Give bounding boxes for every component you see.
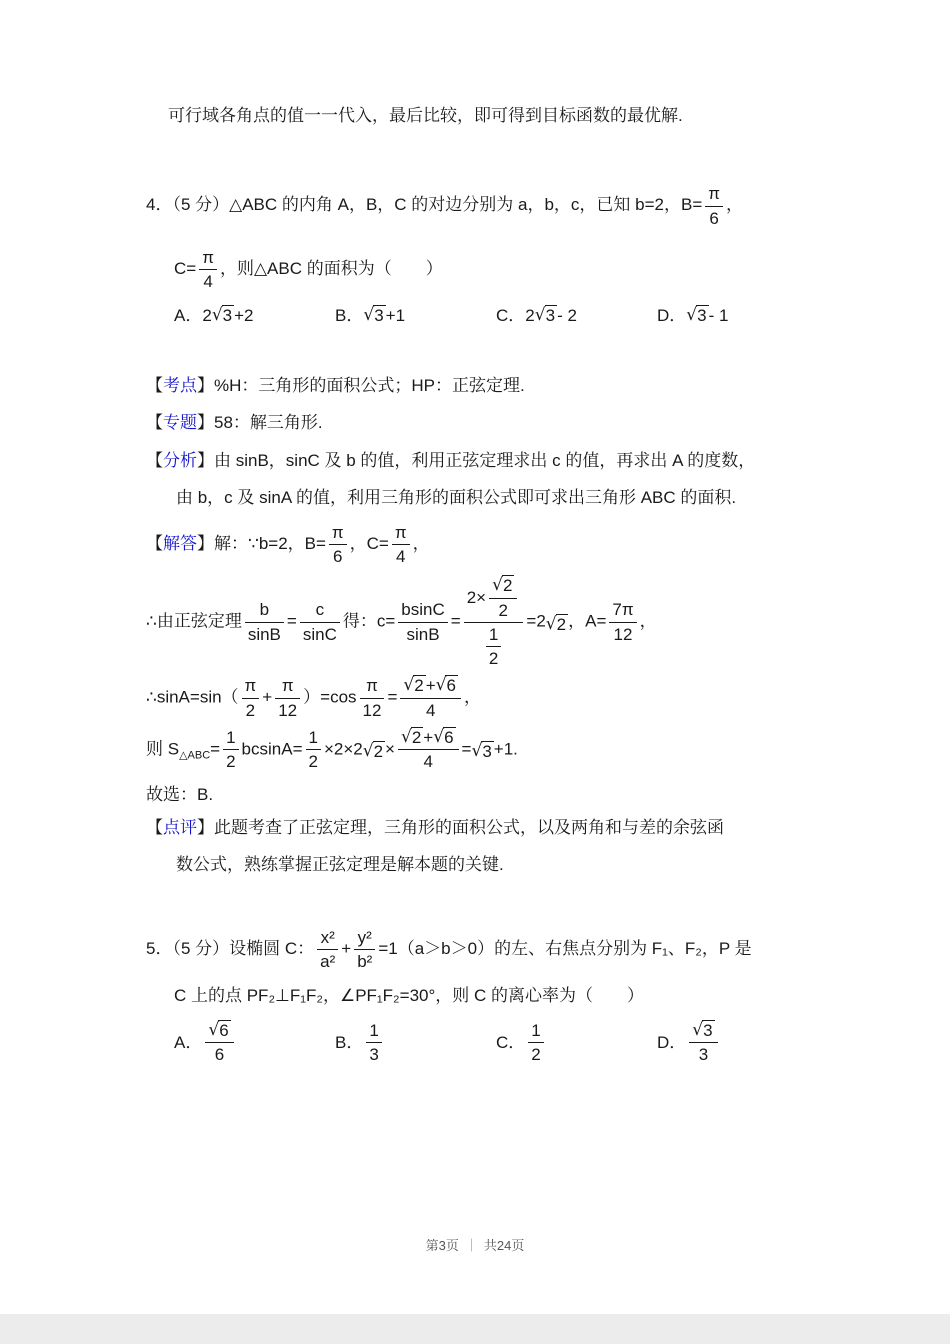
fraction xyxy=(199,247,217,293)
bracket-close: 】 xyxy=(197,450,214,470)
q5-stem-text: =1（a＞b＞0）的左、右焦点分别为 F₁、F₂，P 是 xyxy=(378,939,752,959)
fraction-denominator: 6 xyxy=(214,1045,225,1065)
bracket-open: 【 xyxy=(146,375,163,395)
option-label: A． xyxy=(174,306,203,326)
jieda-label: 解答 xyxy=(163,533,197,553)
fraction xyxy=(360,675,385,721)
math-text: ，A= xyxy=(568,611,607,631)
fraction-denominator: 4 xyxy=(423,752,433,772)
fraction-numerator xyxy=(398,727,459,750)
math-text: × xyxy=(385,739,395,759)
area-line xyxy=(146,727,854,773)
sqrt xyxy=(403,675,425,696)
fraction xyxy=(223,727,238,773)
fraction-denominator: 4 xyxy=(425,700,436,720)
fraction-numerator: 1 xyxy=(306,727,321,750)
fraction-denominator: 2 xyxy=(531,1045,541,1065)
sqrt xyxy=(436,675,458,696)
bracket-close: 】 xyxy=(197,817,214,837)
option-text: 2 xyxy=(525,306,535,326)
radicand: 2 xyxy=(556,614,567,634)
fraction-numerator xyxy=(689,1020,717,1043)
sine-rule-line xyxy=(146,575,854,669)
fraction-numerator: 1 xyxy=(366,1020,381,1043)
radicand: 3 xyxy=(374,306,384,326)
option-a xyxy=(174,1020,335,1066)
math-text: + xyxy=(423,727,434,747)
q5-stem-text: + xyxy=(341,939,352,959)
radical-icon: √ xyxy=(208,1019,220,1040)
option-text: 2 xyxy=(202,306,212,326)
fraction xyxy=(705,183,723,229)
bracket-close: 】 xyxy=(197,413,214,433)
math-text: 得：c= xyxy=(342,611,396,631)
math-text: + xyxy=(262,687,273,707)
q5-stem-line-1 xyxy=(146,927,854,973)
fraction-numerator xyxy=(205,1020,233,1043)
fraction-denominator: 6 xyxy=(709,208,719,228)
option-b xyxy=(335,1020,496,1066)
jieda-text: ， xyxy=(412,533,430,553)
option-label: B． xyxy=(335,1032,364,1052)
intro-paragraph xyxy=(146,100,854,131)
math-text: 2× xyxy=(466,588,487,608)
fraction-numerator: 1 xyxy=(486,624,501,647)
fraction xyxy=(689,1020,717,1066)
bracket-open: 【 xyxy=(146,450,163,470)
sqrt xyxy=(401,727,423,748)
fraction-numerator: π xyxy=(392,522,410,545)
fraction xyxy=(354,927,375,973)
dianping-text: 此题考查了正弦定理，三角形的面积公式，以及两角和与差的余弦函 xyxy=(214,817,724,837)
fraction-denominator: 12 xyxy=(278,700,298,720)
q4-stem-text: 4．（5 分）△ABC 的内角 A，B，C 的对边分别为 a，b，c，已知 b=2，B= xyxy=(146,195,703,215)
option-c xyxy=(496,300,657,331)
math-text: =2 xyxy=(526,611,546,631)
fraction-numerator: π xyxy=(199,247,217,270)
question-5 xyxy=(146,927,854,1066)
subscript: △ABC xyxy=(179,749,211,762)
sqrt xyxy=(535,305,557,326)
radicand: 6 xyxy=(444,727,454,747)
question-4 xyxy=(146,183,854,880)
nested-fraction xyxy=(489,575,517,621)
sqrt xyxy=(686,305,708,326)
radical-icon: √ xyxy=(686,305,698,326)
math-text: ）=cos xyxy=(303,687,357,707)
dianping-line-2 xyxy=(146,849,854,880)
fraction-numerator: 1 xyxy=(528,1020,543,1043)
fraction xyxy=(306,727,321,773)
answer-line xyxy=(146,779,854,810)
fraction-numerator: b xyxy=(245,599,284,622)
q5-options xyxy=(146,1020,854,1066)
radical-icon: √ xyxy=(435,675,447,696)
radicand: 3 xyxy=(703,1020,713,1040)
radical-icon: √ xyxy=(692,1019,704,1040)
fraction-numerator: π xyxy=(329,522,347,545)
option-label: D． xyxy=(657,1032,687,1052)
bracket-close: 】 xyxy=(197,375,214,395)
radical-icon: √ xyxy=(403,675,415,696)
fraction xyxy=(205,1020,233,1066)
option-text: +2 xyxy=(234,306,254,326)
option-label: C． xyxy=(496,1032,526,1052)
fraction-numerator: π xyxy=(360,675,385,698)
fraction xyxy=(300,599,340,645)
math-text: bcsinA= xyxy=(241,739,303,759)
bracket-open: 【 xyxy=(146,817,163,837)
fraction-numerator: y² xyxy=(354,927,375,950)
option-label: B． xyxy=(335,306,364,326)
option-text: - 2 xyxy=(557,306,577,326)
fraction-numerator: bsinC xyxy=(398,599,447,622)
radicand: 2 xyxy=(373,742,384,762)
math-text: + xyxy=(425,676,436,696)
kaodian-line xyxy=(146,370,854,401)
radical-icon: √ xyxy=(471,741,483,762)
fraction xyxy=(392,522,410,568)
footer-separator: ｜ xyxy=(464,1238,478,1253)
kaodian-label: 考点 xyxy=(163,375,197,395)
math-text: = xyxy=(387,687,398,707)
fraction-numerator: x² xyxy=(317,927,338,950)
fraction-denominator: 2 xyxy=(226,752,236,772)
sqrt xyxy=(433,727,455,748)
fraction xyxy=(329,522,347,568)
dianping-label: 点评 xyxy=(163,817,197,837)
radicand: 3 xyxy=(482,742,492,762)
q4-options xyxy=(146,300,854,331)
q4-stem-text: C= xyxy=(174,259,197,279)
sqrt xyxy=(208,1020,230,1041)
radical-icon: √ xyxy=(362,741,374,762)
fraction-denominator: sinB xyxy=(406,624,440,644)
q5-stem-text: C 上的点 PF₂⊥F₁F₂，∠PF₁F₂=30°，则 C 的离心率为（ ） xyxy=(174,986,644,1006)
footer-page-number: 第3页 xyxy=(425,1238,459,1253)
option-text: - 1 xyxy=(708,306,729,326)
q5-stem-line-2 xyxy=(146,980,854,1011)
viewer-bottom-strip xyxy=(0,1314,950,1344)
fraction xyxy=(400,675,461,721)
option-text: +1 xyxy=(385,306,406,326)
fraction xyxy=(609,599,636,645)
nested-fraction xyxy=(486,624,501,670)
sinA-line xyxy=(146,675,854,721)
math-text: ， xyxy=(463,687,481,707)
math-text: = xyxy=(286,611,297,631)
fraction-numerator xyxy=(489,575,517,598)
radical-icon: √ xyxy=(211,305,223,326)
zhuanti-label: 专题 xyxy=(163,413,197,433)
option-d xyxy=(657,300,728,331)
option-label: D． xyxy=(657,306,687,326)
fraction xyxy=(528,1020,543,1066)
zhuanti-line xyxy=(146,407,854,438)
option-a xyxy=(174,300,335,331)
math-text: ∴sinA=sin（ xyxy=(146,687,239,707)
radical-icon: √ xyxy=(492,575,503,596)
fraction-denominator xyxy=(464,623,524,670)
radicand: 3 xyxy=(697,306,707,326)
q4-stem-line-1 xyxy=(146,183,854,229)
math-text: = xyxy=(210,739,221,759)
bracket-open: 【 xyxy=(146,413,163,433)
sqrt xyxy=(546,614,568,635)
fraction-denominator: 2 xyxy=(488,649,499,669)
math-text: ∴由正弦定理 xyxy=(146,611,242,631)
fraction-denominator: 3 xyxy=(698,1045,709,1065)
fenxi-text: 由 b，c 及 sinA 的值，利用三角形的面积公式即可求出三角形 ABC 的面积. xyxy=(176,488,737,508)
q5-stem-text: 5．（5 分）设椭圆 C： xyxy=(146,939,315,959)
fraction-denominator: 4 xyxy=(396,546,406,566)
math-text: 则 S xyxy=(146,739,180,759)
fraction-denominator: 12 xyxy=(613,624,633,644)
math-text: = xyxy=(450,611,461,631)
fraction xyxy=(275,675,300,721)
fraction-denominator: 6 xyxy=(333,546,343,566)
sqrt xyxy=(471,741,493,762)
radical-icon: √ xyxy=(400,726,412,747)
fraction-denominator: 2 xyxy=(245,700,256,720)
fenxi-label: 分析 xyxy=(163,450,197,470)
option-b xyxy=(335,300,496,331)
radicand: 3 xyxy=(222,306,233,326)
fraction-numerator xyxy=(400,675,461,698)
fraction xyxy=(366,1020,381,1066)
fraction-denominator: b² xyxy=(357,952,373,972)
fraction-denominator: a² xyxy=(320,952,336,972)
q4-stem-line-2 xyxy=(146,247,854,293)
fraction-denominator: sinC xyxy=(302,624,337,644)
radicand: 3 xyxy=(545,306,556,326)
math-text: ×2×2 xyxy=(323,739,363,759)
fraction xyxy=(242,675,260,721)
jieda-line xyxy=(146,522,854,568)
math-text: ， xyxy=(639,611,657,631)
fraction xyxy=(398,599,447,645)
intro-text: 可行域各角点的值一一代入，最后比较，即可得到目标函数的最优解. xyxy=(168,106,683,125)
radicand: 2 xyxy=(411,727,422,747)
radical-icon: √ xyxy=(534,305,546,326)
radicand: 6 xyxy=(446,676,456,696)
fraction xyxy=(245,599,284,645)
fraction-denominator: sinB xyxy=(247,624,281,644)
jieda-text: ，C= xyxy=(349,533,389,553)
radicand: 2 xyxy=(414,676,424,696)
radicand: 6 xyxy=(219,1020,229,1040)
dianping-text: 数公式，熟练掌握正弦定理是解本题的关键. xyxy=(176,855,504,875)
fenxi-line-1 xyxy=(146,445,854,476)
fraction-denominator: 2 xyxy=(308,752,318,772)
q4-stem-text: ，则△ABC 的面积为（ ） xyxy=(219,259,443,279)
kaodian-text: %H：三角形的面积公式；HP：正弦定理. xyxy=(214,375,525,395)
jieda-text: 解：∵b=2，B= xyxy=(214,533,326,553)
radical-icon: √ xyxy=(363,305,375,326)
fenxi-text: 由 sinB，sinC 及 b 的值，利用正弦定理求出 c 的值，再求出 A 的度数， xyxy=(214,450,756,470)
big-fraction xyxy=(464,575,524,669)
answer-text: 故选：B. xyxy=(146,784,214,804)
sqrt xyxy=(363,741,385,762)
fraction-denominator: 2 xyxy=(498,600,508,620)
fraction-denominator: 4 xyxy=(203,272,213,292)
fraction-numerator xyxy=(464,575,524,623)
fraction-numerator: π xyxy=(275,675,300,698)
sqrt xyxy=(363,305,385,326)
bracket-close: 】 xyxy=(197,533,214,553)
q4-stem-text: ， xyxy=(725,195,743,215)
fraction-numerator: π xyxy=(705,183,723,206)
sqrt xyxy=(492,575,514,596)
option-d xyxy=(657,1020,721,1066)
fraction-numerator: 1 xyxy=(223,727,238,750)
radicand: 2 xyxy=(502,576,513,596)
fraction-numerator: π xyxy=(242,675,260,698)
page-footer xyxy=(0,1235,950,1254)
math-text: = xyxy=(461,739,472,759)
sqrt xyxy=(692,1020,714,1041)
fraction xyxy=(317,927,338,973)
option-c xyxy=(496,1020,657,1066)
fraction xyxy=(398,727,459,773)
option-label: A． xyxy=(174,1032,203,1052)
sqrt xyxy=(212,305,234,326)
option-label: C． xyxy=(496,306,526,326)
fenxi-line-2 xyxy=(146,482,854,513)
bracket-open: 【 xyxy=(146,533,163,553)
footer-total-pages: 共24页 xyxy=(483,1238,525,1253)
fraction-denominator: 3 xyxy=(369,1045,379,1065)
zhuanti-text: 58：解三角形. xyxy=(214,413,323,433)
radical-icon: √ xyxy=(433,726,445,747)
dianping-line-1 xyxy=(146,812,854,843)
fraction-denominator: 12 xyxy=(362,700,382,720)
fraction-numerator: c xyxy=(300,599,340,622)
fraction-numerator: 7π xyxy=(609,599,636,622)
radical-icon: √ xyxy=(545,613,557,634)
math-text: +1. xyxy=(493,739,518,759)
